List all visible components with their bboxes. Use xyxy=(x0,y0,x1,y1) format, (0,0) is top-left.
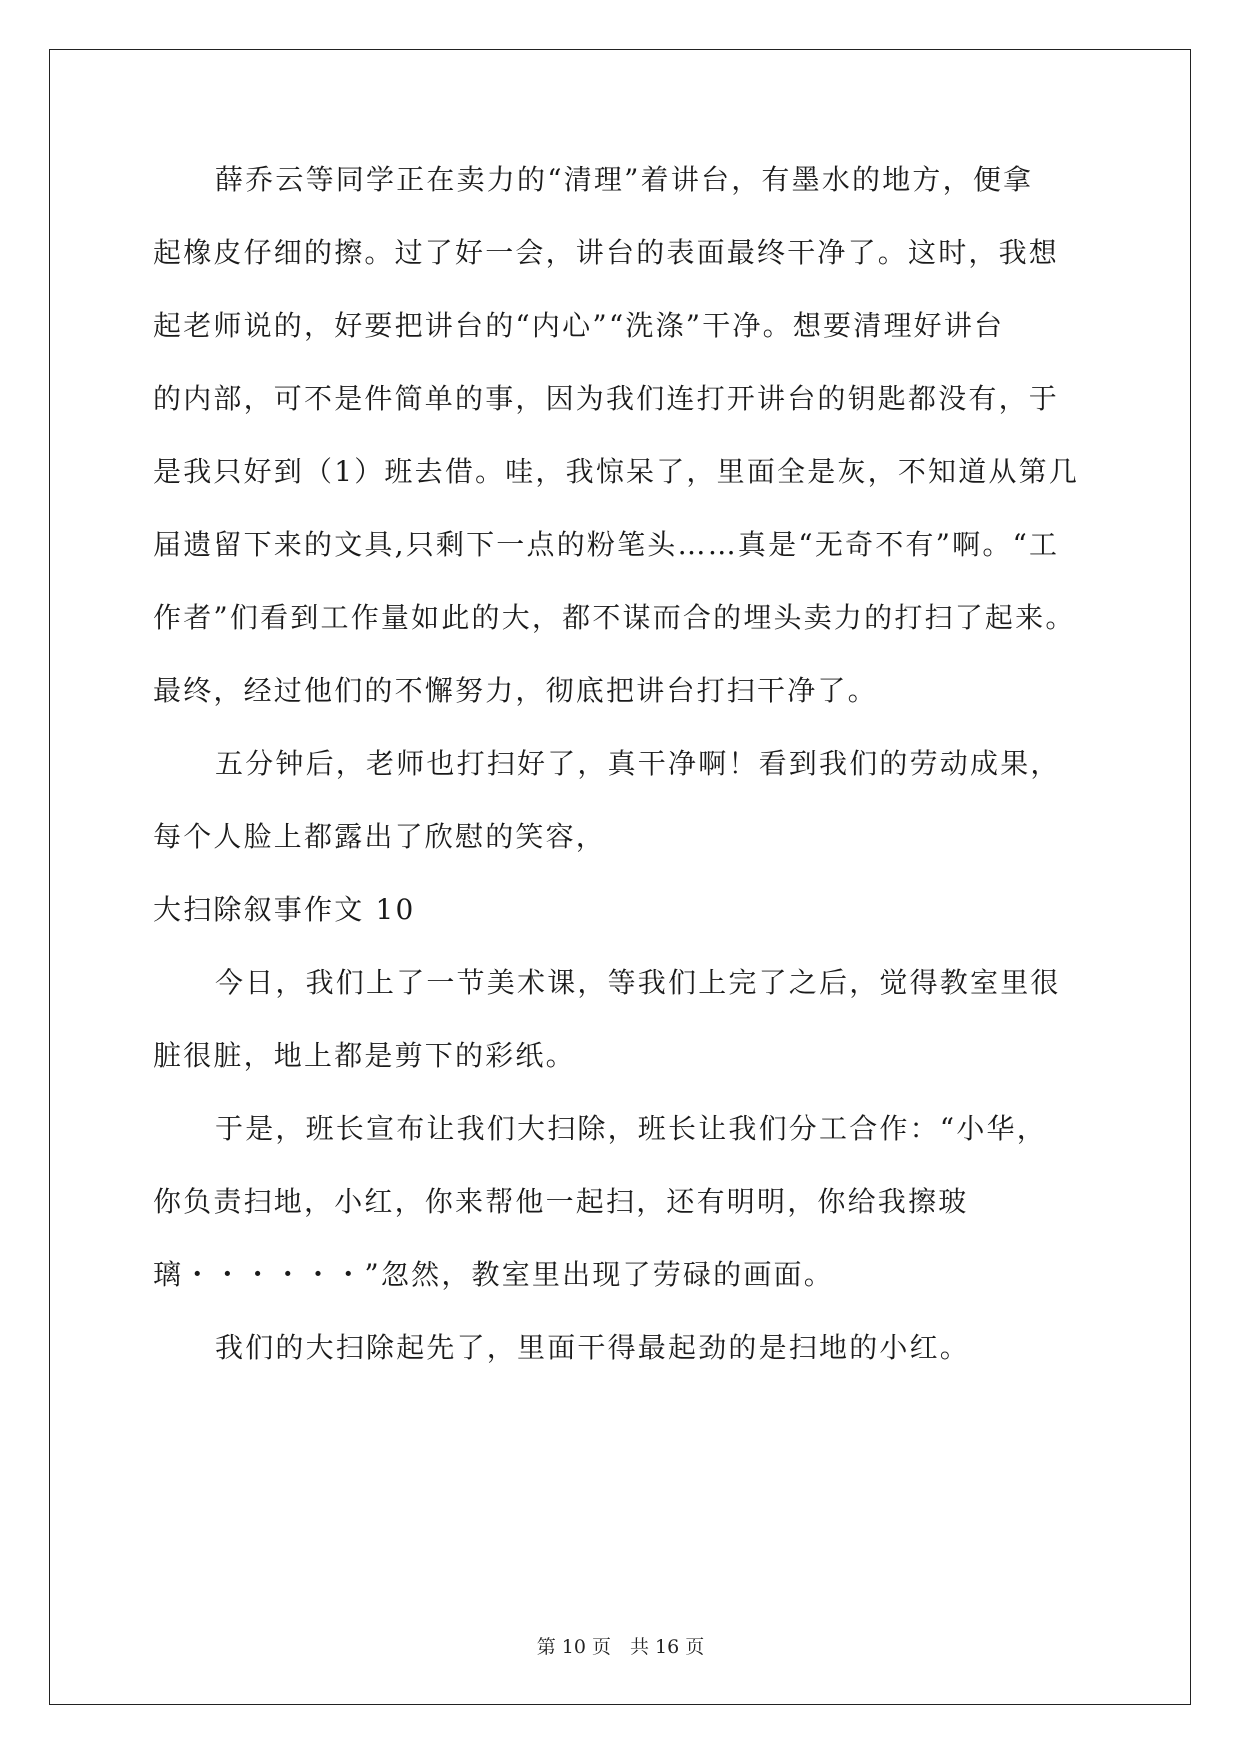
text-line: 届遗留下来的文具,只剩下一点的粉笔头……真是“无奇不有”啊。“工 xyxy=(153,528,1060,561)
section-heading: 大扫除叙事作文 10 xyxy=(153,893,416,926)
page-border xyxy=(49,49,1191,1705)
text-line: 的内部，可不是件简单的事，因为我们连打开讲台的钥匙都没有，于 xyxy=(153,382,1060,415)
page-number: 第 10 页 共 16 页 xyxy=(536,1636,705,1658)
text-line: 我们的大扫除起先了，里面干得最起劲的是扫地的小红。 xyxy=(215,1331,971,1364)
text-line: 璃・・・・・・”忽然，教室里出现了劳碌的画面。 xyxy=(153,1258,834,1291)
text-line: 脏很脏，地上都是剪下的彩纸。 xyxy=(153,1039,576,1072)
text-line: 于是，班长宣布让我们大扫除，班长让我们分工合作：“小华， xyxy=(215,1112,1047,1145)
text-line: 起橡皮仔细的擦。过了好一会，讲台的表面最终干净了。这时，我想 xyxy=(153,236,1060,269)
text-line: 你负责扫地，小红，你来帮他一起扫，还有明明，你给我擦玻 xyxy=(153,1185,969,1218)
text-line: 五分钟后，老师也打扫好了，真干净啊！看到我们的劳动成果， xyxy=(215,747,1061,780)
text-line: 作者”们看到工作量如此的大，都不谋而合的埋头卖力的打扫了起来。 xyxy=(153,601,1076,634)
text-line: 今日，我们上了一节美术课，等我们上完了之后，觉得教室里很 xyxy=(215,966,1061,999)
text-line: 薛乔云等同学正在卖力的“清理”着讲台，有墨水的地方，便拿 xyxy=(215,163,1034,196)
text-line: 是我只好到（1）班去借。哇，我惊呆了，里面全是灰，不知道从第几 xyxy=(153,455,1080,488)
text-line: 起老师说的，好要把讲台的“内心”“洗涤”干净。想要清理好讲台 xyxy=(153,309,1005,342)
text-line: 最终，经过他们的不懈努力，彻底把讲台打扫干净了。 xyxy=(153,674,878,707)
text-line: 每个人脸上都露出了欣慰的笑容， xyxy=(153,820,607,853)
